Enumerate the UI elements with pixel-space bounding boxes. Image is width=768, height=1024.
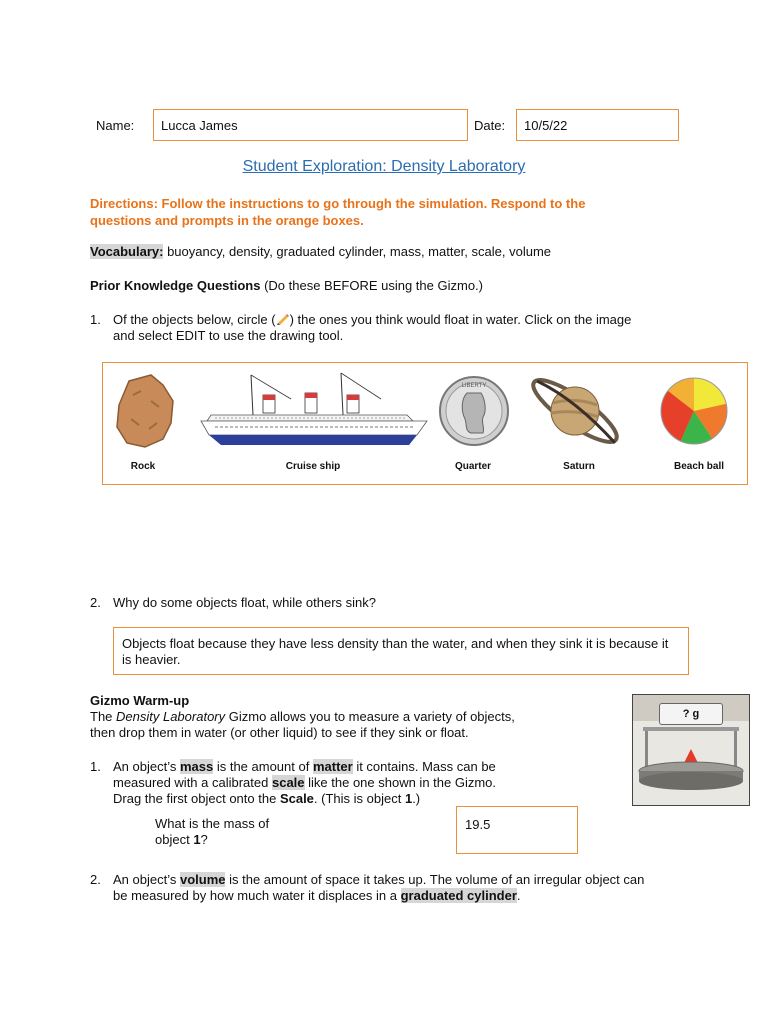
- mass-question-a: What is the mass of: [155, 816, 270, 831]
- page-title: Student Exploration: Density Laboratory: [242, 158, 526, 175]
- object-label-rock: Rock: [130, 461, 156, 472]
- wu-q2-text: [113, 872, 703, 904]
- vocabulary-line: [90, 244, 551, 259]
- rock-image: [111, 371, 179, 451]
- term-mass: mass: [179, 759, 214, 774]
- wu-q1-b: is the amount of: [213, 759, 313, 774]
- date-field[interactable]: [516, 109, 679, 141]
- date-label: Date:: [474, 118, 506, 133]
- object-one-bold: 1: [404, 791, 413, 806]
- warmup-intro-a: The: [90, 709, 117, 724]
- objects-image[interactable]: [102, 362, 748, 485]
- name-field[interactable]: [153, 109, 468, 141]
- pk-q1-text-c: and select EDIT to use the drawing tool.: [113, 328, 344, 343]
- pencil-icon: [276, 313, 290, 325]
- wu-q1-c: it contains. Mass can be: [352, 759, 496, 774]
- cruise-ship-image: [191, 369, 431, 453]
- mass-question: [155, 816, 355, 848]
- prior-knowledge-title: Prior Knowledge Questions: [90, 278, 261, 293]
- warmup-heading: Gizmo Warm-up: [90, 693, 190, 708]
- wu-q1-h: .): [412, 791, 421, 806]
- scale-platform: [633, 745, 749, 805]
- warmup-intro-italic: Density Laboratory: [116, 709, 226, 724]
- object-label-quarter: Quarter: [454, 461, 492, 472]
- scale-bar: [643, 727, 739, 731]
- wu-q1-text: [113, 759, 533, 807]
- mass-question-c: ?: [200, 832, 208, 847]
- prior-knowledge-note: (Do these BEFORE using the Gizmo.): [260, 278, 483, 293]
- term-graduated-cylinder: graduated cylinder: [400, 888, 517, 903]
- mass-question-one: 1: [193, 832, 201, 847]
- gizmo-scale-image: [632, 694, 750, 806]
- mass-answer-box[interactable]: [456, 806, 578, 854]
- wu-q2-number: 2.: [90, 872, 101, 887]
- name-value: Lucca James: [161, 118, 238, 133]
- beach-ball-image: [658, 373, 730, 447]
- wu-q1-number: 1.: [90, 759, 101, 774]
- name-label: Name:: [96, 118, 135, 133]
- pk-q1-text-a: Of the objects below, circle (: [113, 312, 276, 327]
- pk-q2-answer: Objects float because they have less density than the water, and when they sink it is because it is heavier.: [122, 636, 669, 667]
- wu-q2-b: is the amount of space it takes up. The volume of an irregular object can: [225, 872, 645, 887]
- quarter-stamp: LIBERTY: [461, 383, 487, 389]
- vocabulary-terms: buoyancy, density, graduated cylinder, mass, matter, scale, volume: [163, 244, 551, 259]
- scale-readout: ? g: [659, 703, 723, 725]
- object-label-cruise-ship: Cruise ship: [285, 461, 341, 472]
- pk-q1-text: [113, 312, 673, 344]
- mass-answer: 19.5: [465, 817, 491, 832]
- object-label-saturn: Saturn: [563, 461, 595, 472]
- pk-q2-number: 2.: [90, 595, 101, 610]
- term-scale: scale: [271, 775, 305, 790]
- wu-q2-d: .: [516, 888, 521, 903]
- mass-question-b: object: [155, 832, 194, 847]
- pk-q2-answer-box[interactable]: [113, 627, 689, 675]
- pk-q1-text-b: ) the ones you think would float in water. Click on the image: [289, 312, 632, 327]
- directions-text: Directions: Follow the instructions to go through the simulation. Respond to the questions and prompts in the orange boxes.: [90, 196, 586, 228]
- saturn-image: [523, 369, 627, 453]
- wu-q2-a: An object’s: [113, 872, 180, 887]
- wu-q2-c: be measured by how much water it displaces in a: [113, 888, 401, 903]
- prior-knowledge-heading: [90, 278, 483, 293]
- wu-q1-a: An object’s: [113, 759, 180, 774]
- warmup-intro-c: then drop them in water (or other liquid) to see if they sink or float.: [90, 725, 469, 740]
- wu-q1-e: like the one shown in the Gizmo.: [304, 775, 497, 790]
- pk-q1-number: 1.: [90, 312, 101, 327]
- date-value: 10/5/22: [524, 118, 568, 133]
- wu-q1-d: measured with a calibrated: [113, 775, 272, 790]
- term-matter: matter: [312, 759, 353, 774]
- term-volume: volume: [179, 872, 226, 887]
- vocabulary-label: Vocabulary:: [90, 244, 164, 259]
- wu-q1-g: . (This is object: [313, 791, 405, 806]
- term-scale-bold: Scale: [279, 791, 314, 806]
- warmup-intro: [90, 709, 560, 741]
- object-label-beach-ball: Beach ball: [673, 461, 725, 472]
- warmup-intro-b: Gizmo allows you to measure a variety of objects,: [225, 709, 515, 724]
- quarter-image: [437, 371, 511, 449]
- wu-q1-f: Drag the first object onto the: [113, 791, 280, 806]
- pk-q2-text: Why do some objects float, while others sink?: [113, 595, 377, 610]
